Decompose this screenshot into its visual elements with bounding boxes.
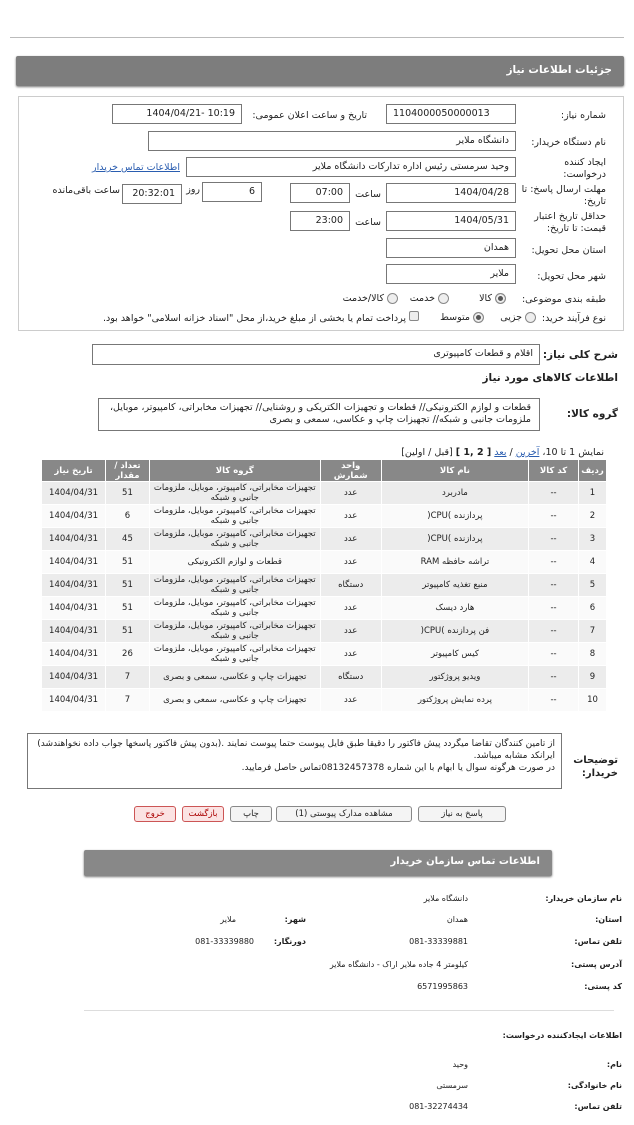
contact-province-label: استان:: [595, 915, 622, 924]
table-row[interactable]: [42, 689, 607, 712]
cell-group: تجهیزات چاپ و عکاسی، سمعی و بصری: [149, 689, 320, 712]
cell-group: تجهیزات مخابراتی، کامپیوتر، موبایل، ملزومات جانبی و شبکه: [149, 505, 320, 528]
cell-date: 1404/04/31: [42, 643, 106, 666]
city-field[interactable]: ملایر: [386, 264, 516, 284]
group-field[interactable]: قطعات و لوازم الکترونیکی// قطعات و تجهیزات الکتریکی و روشنایی// تجهیزات مخابراتی، کامپیوتر، موبایل، ملزومات جانبی و شبکه// تجهیزات چاپ و عکاسی، سمعی و بصری: [98, 398, 540, 431]
cell-name: هارد دیسک: [381, 597, 528, 620]
buyer-notes-line2: ایرانکد مشابه میباشد.: [473, 751, 555, 761]
table-row[interactable]: [42, 574, 607, 597]
items-table: [41, 459, 607, 712]
cell-code: --: [529, 551, 579, 574]
cell-code: --: [529, 643, 579, 666]
contact-city-value: ملایر: [220, 915, 236, 924]
items-table-wrapper: [41, 459, 607, 712]
need-number-label: شماره نیاز:: [560, 110, 606, 121]
cell-code: --: [529, 689, 579, 712]
requester-label: ایجاد کننده درخواست:: [563, 157, 606, 180]
pagination-last-link[interactable]: آخرین: [515, 447, 540, 458]
process-option-minor[interactable]: جزیی: [500, 312, 536, 323]
category-option-both[interactable]: کالا/خدمت: [343, 293, 398, 304]
contact-phone-value: 081-33339881: [409, 937, 468, 946]
buyer-org-field[interactable]: دانشگاه ملایر: [148, 131, 516, 151]
contact-address-value: کیلومتر 4 جاده ملایر اراک - دانشگاه ملایر: [329, 960, 468, 969]
cell-group: تجهیزات مخابراتی، کامپیوتر، موبایل، ملزومات جانبی و شبکه: [149, 620, 320, 643]
cell-qty: 51: [106, 574, 150, 597]
requester-field[interactable]: وحید سرمستی رئیس اداره تدارکات دانشگاه ملایر: [186, 157, 516, 177]
response-time-label: ساعت: [355, 189, 381, 200]
cell-group: تجهیزات مخابراتی، کامپیوتر، موبایل، ملزومات جانبی و شبکه: [149, 528, 320, 551]
respond-button[interactable]: پاسخ به نیاز: [418, 806, 506, 822]
cell-qty: 51: [106, 620, 150, 643]
validity-label: حداقل تاریخ اعتبار قیمت: تا تاریخ:: [534, 211, 606, 234]
contact-divider: [84, 1010, 614, 1011]
col-unit: واحد شمارش: [320, 460, 381, 482]
cell-unit: دستگاه: [320, 666, 381, 689]
group-label: گروه کالا:: [566, 408, 618, 420]
attachments-button[interactable]: مشاهده مدارک پیوستی (1): [276, 806, 412, 822]
cell-code: --: [529, 620, 579, 643]
contact-city-label: شهر:: [284, 915, 306, 924]
cell-group: قطعات و لوازم الکترونیکی: [149, 551, 320, 574]
cell-row: 8: [578, 643, 606, 666]
pagination-showing: نمایش 1 تا 10،: [542, 447, 604, 458]
validity-time-label: ساعت: [355, 217, 381, 228]
cell-qty: 45: [106, 528, 150, 551]
creator-family-value: سرمستی: [436, 1081, 468, 1090]
cell-name: پرده نمایش پروژکتور: [381, 689, 528, 712]
category-option-goods[interactable]: کالا: [479, 293, 506, 304]
table-row[interactable]: [42, 620, 607, 643]
cell-unit: عدد: [320, 551, 381, 574]
cell-row: 6: [578, 597, 606, 620]
days-remaining-field: 6: [202, 182, 262, 202]
cell-unit: عدد: [320, 643, 381, 666]
cell-name: مادربرد: [381, 482, 528, 505]
creator-heading: اطلاعات ایجادکننده درخواست:: [502, 1031, 622, 1040]
cell-unit: دستگاه: [320, 574, 381, 597]
items-table-body: [42, 482, 607, 712]
page-title-bar: [16, 56, 624, 86]
checkbox-icon[interactable]: [409, 311, 419, 321]
cell-date: 1404/04/31: [42, 505, 106, 528]
cell-code: --: [529, 666, 579, 689]
cell-qty: 26: [106, 643, 150, 666]
buyer-notes-label: توضیحات خریدار:: [573, 755, 618, 779]
cell-date: 1404/04/31: [42, 528, 106, 551]
cell-qty: 7: [106, 689, 150, 712]
cell-date: 1404/04/31: [42, 597, 106, 620]
radio-selected-icon[interactable]: [473, 312, 484, 323]
table-row[interactable]: [42, 482, 607, 505]
cell-group: تجهیزات مخابراتی، کامپیوتر، موبایل، ملزومات جانبی و شبکه: [149, 643, 320, 666]
print-button[interactable]: چاپ: [230, 806, 272, 822]
cell-qty: 51: [106, 551, 150, 574]
response-time-field[interactable]: 07:00: [290, 183, 350, 203]
cell-unit: عدد: [320, 528, 381, 551]
cell-name: کیس کامپیوتر: [381, 643, 528, 666]
table-row[interactable]: [42, 643, 607, 666]
cell-qty: 51: [106, 597, 150, 620]
cell-date: 1404/04/31: [42, 666, 106, 689]
validity-time-field[interactable]: 23:00: [290, 211, 350, 231]
exit-button[interactable]: خروج: [134, 806, 176, 822]
pagination-next-link[interactable]: بعد: [494, 447, 507, 458]
contact-address-label: آدرس پستی:: [571, 960, 622, 969]
contact-postal-value: 6571995863: [417, 982, 468, 991]
cell-unit: عدد: [320, 620, 381, 643]
process-option-medium[interactable]: متوسط: [440, 312, 484, 323]
cell-qty: 7: [106, 666, 150, 689]
creator-family-label: نام خانوادگی:: [567, 1081, 622, 1090]
cell-row: 4: [578, 551, 606, 574]
table-row[interactable]: [42, 551, 607, 574]
buyer-notes-line3: در صورت هرگونه سوال یا ابهام با این شماره 08132457378تماس حاصل فرمایید.: [241, 763, 555, 773]
cell-row: 2: [578, 505, 606, 528]
cell-group: تجهیزات مخابراتی، کامپیوتر، موبایل، ملزومات جانبی و شبکه: [149, 597, 320, 620]
validity-date-field[interactable]: 1404/05/31: [386, 211, 516, 231]
summary-label: شرح کلی نیاز:: [542, 349, 618, 361]
col-date: تاریخ نیاز: [42, 460, 106, 482]
cell-name: ویدیو پروژکتور: [381, 666, 528, 689]
radio-icon[interactable]: [387, 293, 398, 304]
cell-date: 1404/04/31: [42, 482, 106, 505]
cell-row: 10: [578, 689, 606, 712]
cell-name: پردازنده )CPU(: [381, 505, 528, 528]
cell-code: --: [529, 505, 579, 528]
cell-unit: عدد: [320, 597, 381, 620]
category-option-service[interactable]: خدمت: [410, 293, 449, 304]
table-row[interactable]: [42, 528, 607, 551]
col-name: نام کالا: [381, 460, 528, 482]
response-deadline-label: مهلت ارسال پاسخ: تا تاریخ:: [521, 184, 606, 207]
cell-date: 1404/04/31: [42, 574, 106, 597]
col-row: ردیف: [578, 460, 606, 482]
remaining-time-label: ساعت باقی‌مانده: [52, 185, 120, 196]
contact-org-value: دانشگاه ملایر: [423, 894, 468, 903]
cell-row: 9: [578, 666, 606, 689]
cell-group: تجهیزات مخابراتی، کامپیوتر، موبایل، ملزومات جانبی و شبکه: [149, 482, 320, 505]
items-heading: اطلاعات کالاهای مورد نیاز: [482, 372, 618, 384]
cell-qty: 6: [106, 505, 150, 528]
cell-code: --: [529, 528, 579, 551]
category-label: طبقه بندی موضوعی:: [521, 294, 606, 305]
table-row[interactable]: [42, 505, 607, 528]
cell-date: 1404/04/31: [42, 551, 106, 574]
contact-province-value: همدان: [446, 915, 468, 924]
cell-qty: 51: [106, 482, 150, 505]
summary-field[interactable]: اقلام و قطعات کامپیوتری: [92, 344, 540, 365]
treasury-option[interactable]: پرداخت تمام یا بخشی از مبلغ خرید،از محل "اسناد خزانه اسلامی" خواهد بود.: [103, 311, 419, 324]
pagination-bar: نمایش 1 تا 10، آخرین / بعد [ 2 ,1 ] [قبل / اولین]: [401, 447, 604, 458]
contact-title-bar: [84, 850, 552, 876]
cell-group: تجهیزات چاپ و عکاسی، سمعی و بصری: [149, 666, 320, 689]
cell-name: فن پردازنده )CPU(: [381, 620, 528, 643]
province-label: استان محل تحویل:: [531, 245, 606, 256]
creator-phone-value: 081-32274434: [409, 1102, 468, 1111]
cell-name: تراشه حافظه RAM: [381, 551, 528, 574]
cell-code: --: [529, 597, 579, 620]
city-label: شهر محل تحویل:: [537, 271, 606, 282]
table-row[interactable]: [42, 597, 607, 620]
pagination-prev-first: [قبل / اولین]: [401, 447, 453, 458]
col-group: گروه کالا: [149, 460, 320, 482]
announce-datetime-field[interactable]: 1404/04/21- 10:19: [112, 104, 242, 124]
creator-phone-label: تلفن تماس:: [574, 1102, 622, 1111]
radio-icon[interactable]: [438, 293, 449, 304]
cell-name: منبع تغذیه کامپیوتر: [381, 574, 528, 597]
col-qty: تعداد / مقدار: [106, 460, 150, 482]
cell-row: 7: [578, 620, 606, 643]
cell-group: تجهیزات مخابراتی، کامپیوتر، موبایل، ملزومات جانبی و شبکه: [149, 574, 320, 597]
cell-code: --: [529, 574, 579, 597]
buyer-notes-field: [27, 733, 562, 789]
cell-unit: عدد: [320, 505, 381, 528]
back-button[interactable]: بازگشت: [182, 806, 224, 822]
province-field[interactable]: همدان: [386, 238, 516, 258]
process-label: نوع فرآیند خرید:: [541, 313, 606, 324]
response-date-field[interactable]: 1404/04/28: [386, 183, 516, 203]
need-number-field[interactable]: 1104000050000013: [386, 104, 516, 124]
buyer-notes-line1: از تامین کنندگان تقاضا میگردد پیش فاکتور را دقیقا طبق فایل پیوست حتما پیوست نمایند .(بدون پیش فاکتور پاسخها جواب داده نخواهندشد): [37, 739, 555, 749]
page-title: جزئیات اطلاعات نیاز: [506, 64, 612, 76]
table-header-row: [42, 460, 607, 482]
contact-fax-value: 081-33339880: [195, 937, 254, 946]
cell-code: --: [529, 482, 579, 505]
cell-row: 1: [578, 482, 606, 505]
cell-date: 1404/04/31: [42, 620, 106, 643]
contact-fax-label: دورنگار:: [273, 937, 306, 946]
col-code: کد کالا: [529, 460, 579, 482]
creator-name-label: نام:: [606, 1060, 622, 1069]
creator-name-value: وحید: [452, 1060, 468, 1069]
days-label: روز: [186, 184, 200, 195]
contact-postal-label: کد پستی:: [584, 982, 622, 991]
contact-title: اطلاعات تماس سازمان خریدار: [390, 856, 540, 867]
top-divider: [10, 37, 624, 38]
buyer-org-label: نام دستگاه خریدار:: [531, 137, 606, 148]
table-row[interactable]: [42, 666, 607, 689]
buyer-contact-link[interactable]: اطلاعات تماس خریدار: [91, 162, 180, 173]
radio-icon[interactable]: [525, 312, 536, 323]
cell-row: 5: [578, 574, 606, 597]
remaining-time-field: 20:32:01: [122, 184, 182, 204]
contact-phone-label: تلفن تماس:: [574, 937, 622, 946]
pagination-pages[interactable]: [ 2 ,1 ]: [455, 447, 492, 458]
announce-datetime-label: تاریخ و ساعت اعلان عمومی:: [252, 110, 367, 121]
radio-selected-icon[interactable]: [495, 293, 506, 304]
cell-row: 3: [578, 528, 606, 551]
cell-unit: عدد: [320, 482, 381, 505]
contact-org-label: نام سازمان خریدار:: [545, 894, 622, 903]
cell-name: پردازنده )CPU(: [381, 528, 528, 551]
cell-unit: عدد: [320, 689, 381, 712]
cell-date: 1404/04/31: [42, 689, 106, 712]
